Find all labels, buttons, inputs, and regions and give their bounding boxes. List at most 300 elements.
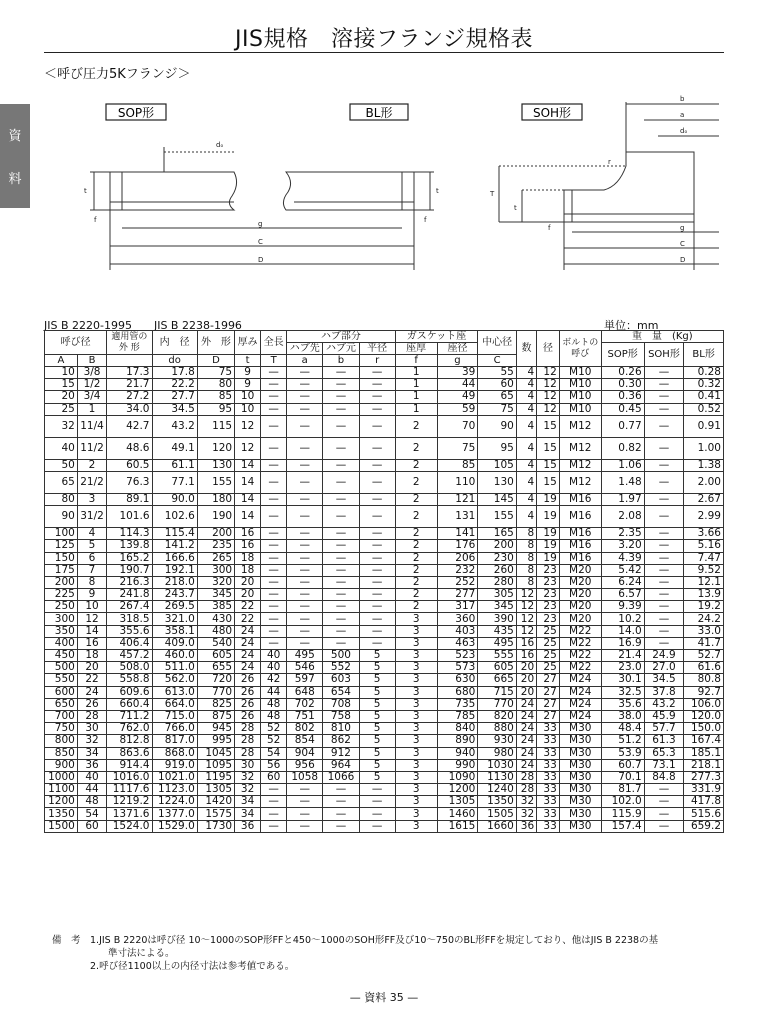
table-cell: 3 xyxy=(395,698,437,710)
table-cell: 890 xyxy=(437,735,478,747)
table-cell: 1.97 xyxy=(601,493,644,505)
hdr-fillet: 平径 xyxy=(359,343,395,355)
table-cell: 65 xyxy=(45,471,78,493)
table-cell: 702 xyxy=(287,698,323,710)
table-row xyxy=(45,540,724,552)
table-cell: 85 xyxy=(437,459,478,471)
table-cell: 33 xyxy=(537,747,560,759)
table-row xyxy=(45,528,724,540)
table-cell: M10 xyxy=(559,391,601,403)
table-cell: M22 xyxy=(559,650,601,662)
table-cell: — xyxy=(287,613,323,625)
table-cell: 24 xyxy=(235,625,261,637)
table-cell: M24 xyxy=(559,710,601,722)
table-cell: 31/2 xyxy=(77,506,106,528)
table-cell: 5 xyxy=(359,710,395,722)
table-cell: 1000 xyxy=(45,771,78,783)
table-cell: 12 xyxy=(516,589,536,601)
table-cell: 30.1 xyxy=(601,674,644,686)
table-cell: 33.0 xyxy=(684,625,724,637)
table-cell: 980 xyxy=(478,747,516,759)
table-cell: M12 xyxy=(559,471,601,493)
table-cell: — xyxy=(287,625,323,637)
table-cell: — xyxy=(644,506,684,528)
table-cell: 43.2 xyxy=(644,698,684,710)
table-cell: 32 xyxy=(516,808,536,820)
table-cell: — xyxy=(261,391,287,403)
table-cell: — xyxy=(323,493,359,505)
table-cell: 42 xyxy=(261,674,287,686)
page-footer: — 資料 35 — xyxy=(349,991,419,1004)
table-cell: 120 xyxy=(197,437,234,459)
table-cell: 1130 xyxy=(478,771,516,783)
table-cell: — xyxy=(287,576,323,588)
table-row xyxy=(45,784,724,796)
table-cell: 862 xyxy=(323,735,359,747)
table-cell: 269.5 xyxy=(152,601,197,613)
table-cell: — xyxy=(359,808,395,820)
table-cell: 12.1 xyxy=(684,576,724,588)
table-cell: 3 xyxy=(395,625,437,637)
table-cell: — xyxy=(359,506,395,528)
table-cell: M20 xyxy=(559,613,601,625)
table-cell: 735 xyxy=(437,698,478,710)
table-cell: 300 xyxy=(45,613,78,625)
table-cell: 44 xyxy=(77,784,106,796)
table-cell: 19 xyxy=(537,528,560,540)
table-cell: 19 xyxy=(537,540,560,552)
table-cell: 43.2 xyxy=(152,415,197,437)
hdr-seat-thk: 座厚 xyxy=(395,343,437,355)
table-cell: 44 xyxy=(437,379,478,391)
table-cell: 45.9 xyxy=(644,710,684,722)
table-cell: — xyxy=(644,552,684,564)
table-cell: 1350 xyxy=(45,808,78,820)
table-cell: M22 xyxy=(559,637,601,649)
table-cell: 84.8 xyxy=(644,771,684,783)
table-cell: 12 xyxy=(516,625,536,637)
table-cell: 40 xyxy=(261,662,287,674)
table-row xyxy=(45,601,724,613)
table-cell: 22 xyxy=(235,613,261,625)
table-cell: 22 xyxy=(235,601,261,613)
table-cell: 555 xyxy=(478,650,516,662)
table-cell: 868.0 xyxy=(152,747,197,759)
note-1-cont: 準寸法による。 xyxy=(108,948,175,959)
notes xyxy=(52,934,722,973)
table-cell: 24 xyxy=(516,710,536,722)
hdr-sym-f: f xyxy=(395,355,437,367)
table-cell: 110 xyxy=(437,471,478,493)
table-cell: 65.3 xyxy=(644,747,684,759)
table-cell: 30 xyxy=(77,723,106,735)
table-cell: 5.16 xyxy=(684,540,724,552)
hdr-sym-g: g xyxy=(437,355,478,367)
table-cell: M30 xyxy=(559,723,601,735)
table-row xyxy=(45,637,724,649)
table-row xyxy=(45,747,724,759)
table-cell: 1030 xyxy=(478,759,516,771)
table-cell: — xyxy=(359,528,395,540)
table-cell: 540 xyxy=(197,637,234,649)
table-row xyxy=(45,710,724,722)
table-cell: 1045 xyxy=(197,747,234,759)
table-cell: 4 xyxy=(516,459,536,471)
table-cell: — xyxy=(323,415,359,437)
table-cell: 165 xyxy=(478,528,516,540)
table-cell: 1200 xyxy=(437,784,478,796)
table-cell: 990 xyxy=(437,759,478,771)
table-cell: — xyxy=(323,552,359,564)
table-cell: — xyxy=(359,391,395,403)
table-cell: 241.8 xyxy=(107,589,152,601)
table-cell: 711.2 xyxy=(107,710,152,722)
table-cell: — xyxy=(261,576,287,588)
hdr-pipe-od: 適用管の外 形 xyxy=(107,331,152,355)
table-cell: 155 xyxy=(478,506,516,528)
table-cell: 3 xyxy=(395,747,437,759)
table-cell: — xyxy=(323,613,359,625)
table-cell: 95 xyxy=(478,437,516,459)
table-cell: 15 xyxy=(537,471,560,493)
table-cell: 80.8 xyxy=(684,674,724,686)
table-cell: 49.1 xyxy=(152,437,197,459)
table-cell: 919.0 xyxy=(152,759,197,771)
dim-do-soh: dₒ xyxy=(680,127,688,135)
notes-label: 備 考 xyxy=(52,935,81,946)
table-cell: 360 xyxy=(437,613,478,625)
table-cell: 5 xyxy=(359,771,395,783)
table-cell: 34.5 xyxy=(152,403,197,415)
table-cell: — xyxy=(261,471,287,493)
table-cell: 770 xyxy=(478,698,516,710)
table-cell: 660.4 xyxy=(107,698,152,710)
table-cell: — xyxy=(261,379,287,391)
table-cell: 280 xyxy=(478,576,516,588)
dim-f-right: f xyxy=(424,216,427,224)
table-cell: 26 xyxy=(235,710,261,722)
table-cell: 41.7 xyxy=(684,637,724,649)
table-cell: M20 xyxy=(559,564,601,576)
table-cell: 820 xyxy=(478,710,516,722)
table-cell: — xyxy=(261,415,287,437)
table-row xyxy=(45,796,724,808)
table-cell: 0.91 xyxy=(684,415,724,437)
table-cell: 267.4 xyxy=(107,601,152,613)
table-cell: 25 xyxy=(537,650,560,662)
table-cell: 700 xyxy=(45,710,78,722)
table-cell: 14 xyxy=(235,493,261,505)
table-cell: 385 xyxy=(197,601,234,613)
table-cell: — xyxy=(359,471,395,493)
table-cell: 115.9 xyxy=(601,808,644,820)
table-cell: 141.2 xyxy=(152,540,197,552)
table-cell: 708 xyxy=(323,698,359,710)
table-cell: 1371.6 xyxy=(107,808,152,820)
table-cell: 15 xyxy=(45,379,78,391)
table-cell: 15 xyxy=(537,437,560,459)
table-cell: 25 xyxy=(537,662,560,674)
table-cell: 90.0 xyxy=(152,493,197,505)
table-cell: 12 xyxy=(235,415,261,437)
table-cell: 27.0 xyxy=(644,662,684,674)
table-cell: 61.6 xyxy=(684,662,724,674)
table-cell: 12 xyxy=(77,613,106,625)
table-cell: 145 xyxy=(478,493,516,505)
table-cell: 33 xyxy=(537,735,560,747)
table-cell: — xyxy=(287,459,323,471)
hdr-w-soh: SOH形 xyxy=(644,343,684,367)
table-cell: — xyxy=(644,459,684,471)
table-cell: — xyxy=(323,437,359,459)
table-cell: 190.7 xyxy=(107,564,152,576)
table-cell: — xyxy=(644,540,684,552)
table-row xyxy=(45,437,724,459)
table-cell: 766.0 xyxy=(152,723,197,735)
table-cell: — xyxy=(359,437,395,459)
table-cell: 61.1 xyxy=(152,459,197,471)
hdr-length: 全長 xyxy=(261,331,287,355)
table-cell: 850 xyxy=(45,747,78,759)
table-cell: 4 xyxy=(516,403,536,415)
hdr-inner-dia: 内 径 xyxy=(152,331,197,355)
table-cell: 102.0 xyxy=(601,796,644,808)
table-cell: 785 xyxy=(437,710,478,722)
table-cell: 34 xyxy=(235,808,261,820)
table-cell: — xyxy=(287,403,323,415)
table-cell: — xyxy=(323,379,359,391)
table-cell: 762.0 xyxy=(107,723,152,735)
table-cell: 36 xyxy=(516,820,536,832)
table-cell: — xyxy=(287,796,323,808)
table-cell: 9 xyxy=(235,379,261,391)
table-cell: 33 xyxy=(537,820,560,832)
table-row xyxy=(45,367,724,379)
table-cell: — xyxy=(261,796,287,808)
table-cell: 115 xyxy=(197,415,234,437)
table-cell: — xyxy=(323,564,359,576)
table-cell: 23 xyxy=(537,613,560,625)
table-cell: 14 xyxy=(235,459,261,471)
table-cell: 225 xyxy=(45,589,78,601)
table-cell: 4 xyxy=(516,415,536,437)
table-cell: 54 xyxy=(261,747,287,759)
table-cell: 331.9 xyxy=(684,784,724,796)
table-cell: — xyxy=(287,601,323,613)
table-cell: 358.1 xyxy=(152,625,197,637)
table-cell: — xyxy=(644,796,684,808)
table-cell: 4 xyxy=(516,379,536,391)
table-cell: 3 xyxy=(395,784,437,796)
table-cell: 345 xyxy=(478,601,516,613)
table-cell: 19.2 xyxy=(684,601,724,613)
table-cell: 55 xyxy=(478,367,516,379)
table-cell: 480 xyxy=(197,625,234,637)
table-cell: — xyxy=(261,367,287,379)
table-cell: 20 xyxy=(235,589,261,601)
table-cell: 30 xyxy=(235,759,261,771)
table-cell: 24 xyxy=(235,662,261,674)
table-cell: 7 xyxy=(77,564,106,576)
table-cell: 750 xyxy=(45,723,78,735)
table-cell: 53.9 xyxy=(601,747,644,759)
table-cell: — xyxy=(323,391,359,403)
table-cell: — xyxy=(644,379,684,391)
table-cell: 23.0 xyxy=(601,662,644,674)
table-cell: 3 xyxy=(395,710,437,722)
hdr-seat-dia: 座径 xyxy=(437,343,478,355)
table-cell: 9 xyxy=(235,367,261,379)
table-cell: — xyxy=(323,784,359,796)
table-cell: 4 xyxy=(516,493,536,505)
table-cell: M16 xyxy=(559,506,601,528)
table-cell: 1 xyxy=(395,403,437,415)
table-cell: 20 xyxy=(77,662,106,674)
table-cell: — xyxy=(644,471,684,493)
table-cell: 511.0 xyxy=(152,662,197,674)
table-cell: 40 xyxy=(261,650,287,662)
table-cell: — xyxy=(359,576,395,588)
hdr-hub-tip: ハブ先 xyxy=(287,343,323,355)
table-cell: 2.08 xyxy=(601,506,644,528)
table-cell: 20 xyxy=(235,576,261,588)
table-cell: — xyxy=(287,379,323,391)
table-cell: 390 xyxy=(478,613,516,625)
table-cell: 8 xyxy=(516,564,536,576)
table-cell: 1021.0 xyxy=(152,771,197,783)
table-cell: — xyxy=(323,601,359,613)
table-cell: 12 xyxy=(516,613,536,625)
table-cell: 25 xyxy=(537,625,560,637)
table-cell: 24 xyxy=(516,747,536,759)
table-cell: 840 xyxy=(437,723,478,735)
table-cell: — xyxy=(323,820,359,832)
hdr-sym-T: T xyxy=(261,355,287,367)
table-cell: 28 xyxy=(235,747,261,759)
table-row xyxy=(45,808,724,820)
hdr-hub-base: ハブ元 xyxy=(323,343,359,355)
table-cell: 5 xyxy=(359,674,395,686)
table-cell: 26 xyxy=(77,698,106,710)
table-cell: 715.0 xyxy=(152,710,197,722)
table-cell: 964 xyxy=(323,759,359,771)
table-cell: — xyxy=(359,625,395,637)
table-cell: 15 xyxy=(537,415,560,437)
table-cell: 1195 xyxy=(197,771,234,783)
table-cell: 40 xyxy=(45,437,78,459)
table-cell: 250 xyxy=(45,601,78,613)
table-cell: 3 xyxy=(395,613,437,625)
hdr-sym-C: C xyxy=(478,355,516,367)
table-cell: 16 xyxy=(235,528,261,540)
table-cell: 22.2 xyxy=(152,379,197,391)
table-cell: 218.1 xyxy=(684,759,724,771)
table-cell: 38.0 xyxy=(601,710,644,722)
table-cell: 75 xyxy=(437,437,478,459)
dim-b-soh: b xyxy=(680,95,685,103)
hdr-outer-dia: 外 形 xyxy=(197,331,234,355)
table-cell: 914.4 xyxy=(107,759,152,771)
hdr-sym-t: t xyxy=(235,355,261,367)
table-cell: 114.3 xyxy=(107,528,152,540)
table-cell: 2.00 xyxy=(684,471,724,493)
table-row xyxy=(45,759,724,771)
table-cell: 912 xyxy=(323,747,359,759)
hdr-thickness: 厚み xyxy=(235,331,261,355)
table-cell: 20 xyxy=(516,662,536,674)
table-cell: 10 xyxy=(235,391,261,403)
table-cell: 252 xyxy=(437,576,478,588)
table-cell: M20 xyxy=(559,601,601,613)
table-cell: 0.82 xyxy=(601,437,644,459)
table-cell: 1575 xyxy=(197,808,234,820)
table-cell: M30 xyxy=(559,784,601,796)
table-cell: 10 xyxy=(45,367,78,379)
table-cell: 33 xyxy=(537,723,560,735)
table-cell: — xyxy=(287,367,323,379)
table-cell: 500 xyxy=(323,650,359,662)
table-cell: 10 xyxy=(77,601,106,613)
table-cell: 430 xyxy=(197,613,234,625)
table-cell: — xyxy=(287,471,323,493)
table-cell: 854 xyxy=(287,735,323,747)
table-cell: 2.99 xyxy=(684,506,724,528)
table-cell: 2 xyxy=(395,540,437,552)
table-cell: 0.32 xyxy=(684,379,724,391)
table-cell: 18 xyxy=(235,564,261,576)
table-cell: 24 xyxy=(516,698,536,710)
table-cell: 8 xyxy=(516,552,536,564)
table-cell: 1.06 xyxy=(601,459,644,471)
table-row xyxy=(45,735,724,747)
table-cell: M30 xyxy=(559,796,601,808)
table-cell: 3 xyxy=(395,808,437,820)
table-cell: 355.6 xyxy=(107,625,152,637)
table-cell: 90 xyxy=(478,415,516,437)
table-cell: — xyxy=(323,576,359,588)
table-cell: — xyxy=(359,540,395,552)
table-cell: 945 xyxy=(197,723,234,735)
table-cell: 648 xyxy=(287,686,323,698)
table-cell: 28 xyxy=(235,735,261,747)
table-cell: 32 xyxy=(516,796,536,808)
table-cell: 34.0 xyxy=(107,403,152,415)
table-cell: — xyxy=(359,784,395,796)
table-cell: — xyxy=(644,820,684,832)
table-cell: 2 xyxy=(395,601,437,613)
table-cell: 9 xyxy=(77,589,106,601)
table-cell: — xyxy=(287,528,323,540)
table-cell: 27.7 xyxy=(152,391,197,403)
table-cell: 1 xyxy=(395,379,437,391)
table-cell: 106.0 xyxy=(684,698,724,710)
table-cell: 450 xyxy=(45,650,78,662)
table-cell: 200 xyxy=(45,576,78,588)
table-cell: 770 xyxy=(197,686,234,698)
table-cell: 1 xyxy=(395,391,437,403)
table-cell: 48 xyxy=(77,796,106,808)
table-cell: 39 xyxy=(437,367,478,379)
table-cell: 2 xyxy=(395,576,437,588)
table-cell: 3 xyxy=(395,650,437,662)
table-cell: 16 xyxy=(516,650,536,662)
table-cell: — xyxy=(323,528,359,540)
table-row xyxy=(45,471,724,493)
hdr-sym-a: A xyxy=(45,355,78,367)
table-cell: 25 xyxy=(45,403,78,415)
hdr-pcd: 中心径 xyxy=(478,331,516,355)
table-cell: 2 xyxy=(395,564,437,576)
